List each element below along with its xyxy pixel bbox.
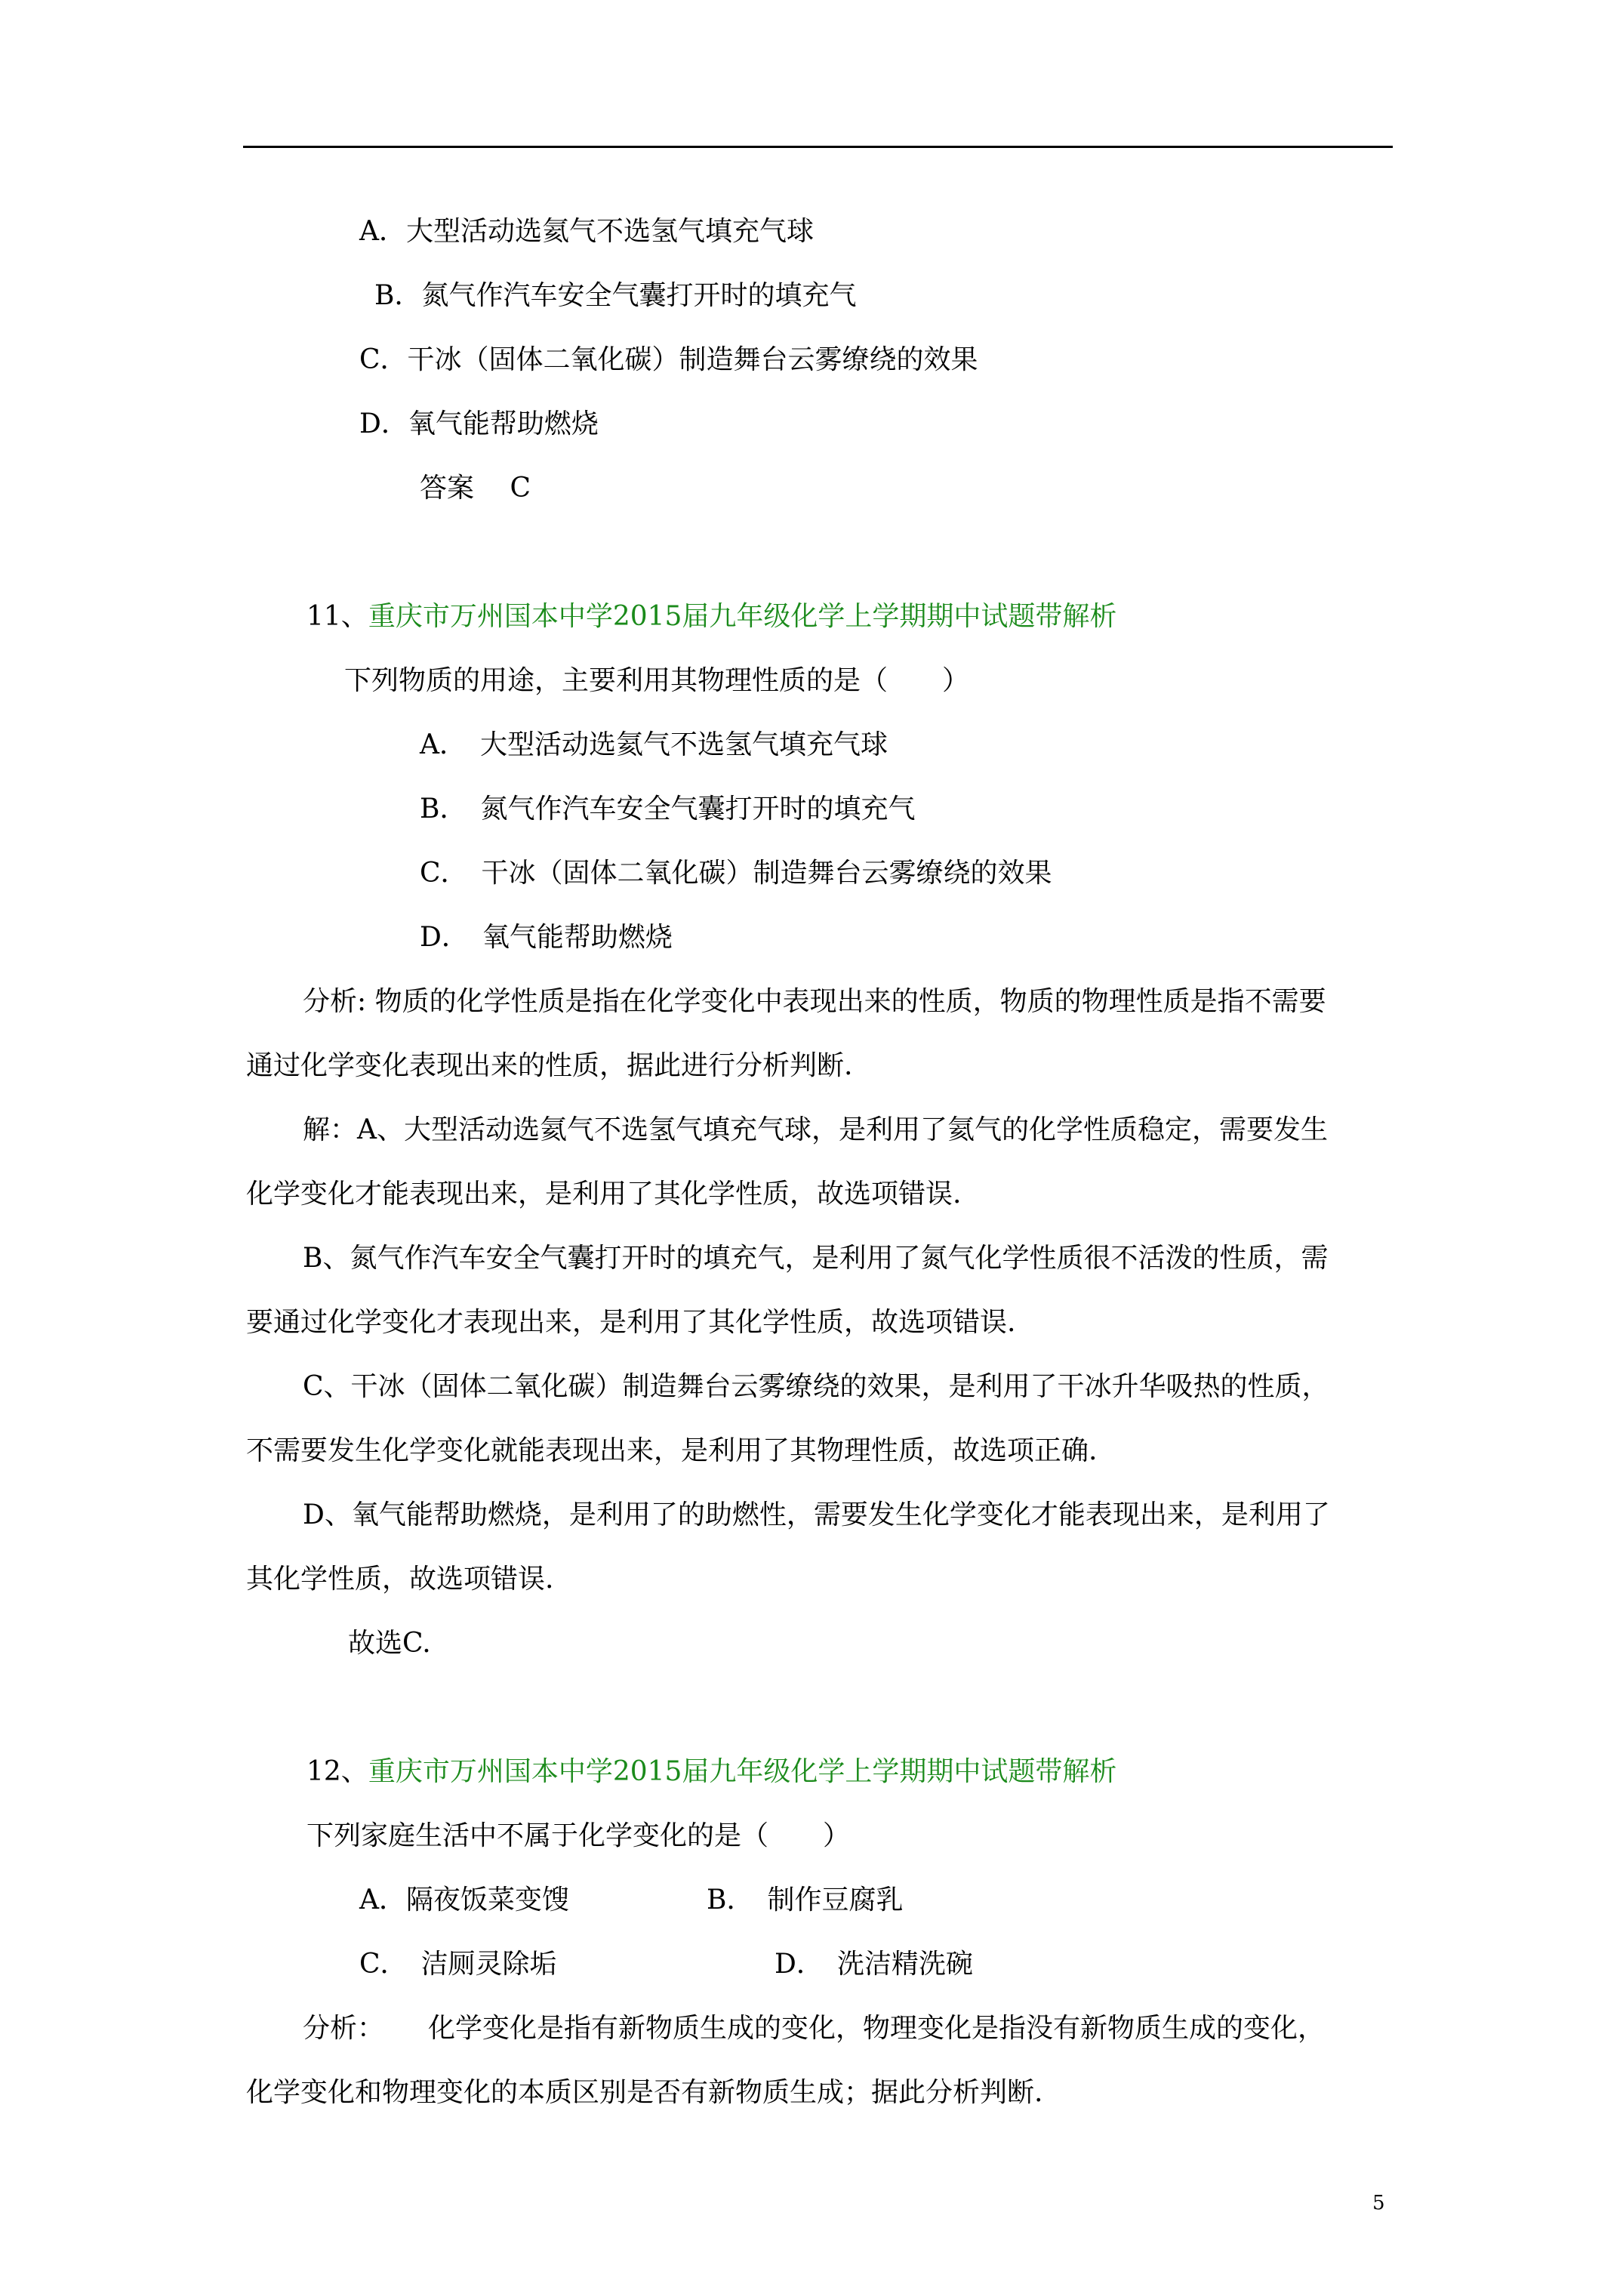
q11-conclusion: 故选C. <box>348 1628 431 1659</box>
q12-option-d: D． 洗洁精洗碗 <box>775 1949 973 1980</box>
q11-heading <box>306 599 1116 635</box>
q12-analysis-label: 分析： <box>303 2013 385 2044</box>
q12-option-c: C． 洁厕灵除垢 <box>359 1949 557 1980</box>
q10-option-d: D．氧气能帮助燃烧 <box>359 408 599 439</box>
q11-solution-a-line-1: 解：A、大型活动选氦气不选氢气填充气球，是利用了氦气的化学性质稳定，需要发生 <box>303 1114 1328 1145</box>
q12-analysis-line-2: 化学变化和物理变化的本质区别是否有新物质生成；据此分析判断. <box>246 2077 1043 2108</box>
q12-option-a: A．隔夜饭菜变馊 <box>359 1885 569 1915</box>
q10-answer: 答案 C <box>420 473 531 504</box>
q12-analysis-text: 化学变化是指有新物质生成的变化，物理变化是指没有新物质生成的变化， <box>428 2013 1326 2044</box>
q11-number: 11、 <box>306 601 368 632</box>
q12-source-link[interactable]: 重庆市万州国本中学2015届九年级化学上学期期中试题带解析 <box>368 1756 1117 1787</box>
q11-solution-c-line-1: C、干冰（固体二氧化碳）制造舞台云雾缭绕的效果，是利用了干冰升华吸热的性质， <box>303 1371 1329 1402</box>
q12-analysis-line-1 <box>303 2011 1325 2047</box>
q11-option-c: C． 干冰（固体二氧化碳）制造舞台云雾缭绕的效果 <box>420 858 1052 889</box>
q11-analysis-line-2: 通过化学变化表现出来的性质，据此进行分析判断. <box>246 1050 853 1081</box>
q12-stem: 下列家庭生活中不属于化学变化的是（ ） <box>306 1820 851 1851</box>
q11-solution-b-line-1: B、氮气作汽车安全气囊打开时的填充气，是利用了氮气化学性质很不活泼的性质，需 <box>303 1243 1329 1274</box>
q11-source-link[interactable]: 重庆市万州国本中学2015届九年级化学上学期期中试题带解析 <box>368 601 1117 632</box>
q11-solution-c-line-2: 不需要发生化学变化就能表现出来，是利用了其物理性质，故选项正确. <box>246 1435 1098 1466</box>
q11-solution-b-line-2: 要通过化学变化才表现出来，是利用了其化学性质，故选项错误. <box>246 1307 1016 1338</box>
q11-option-d: D． 氧气能帮助燃烧 <box>420 922 673 953</box>
q12-number: 12、 <box>306 1756 368 1787</box>
q10-option-b: B．氮气作汽车安全气囊打开时的填充气 <box>374 280 857 311</box>
q11-option-b: B． 氮气作汽车安全气囊打开时的填充气 <box>420 794 916 824</box>
q10-option-c: C．干冰（固体二氧化碳）制造舞台云雾缭绕的效果 <box>359 344 978 375</box>
q11-analysis-line-1: 分析: 物质的化学性质是指在化学变化中表现出来的性质，物质的物理性质是指不需要 <box>303 986 1326 1017</box>
q11-solution-d-line-2: 其化学性质，故选项错误. <box>246 1564 554 1595</box>
q11-solution-a-line-2: 化学变化才能表现出来，是利用了其化学性质，故选项错误. <box>246 1179 962 1210</box>
q12-heading <box>306 1754 1116 1790</box>
q10-option-a: A．大型活动选氦气不选氢气填充气球 <box>359 216 814 247</box>
q11-option-a: A． 大型活动选氦气不选氢气填充气球 <box>420 729 888 760</box>
q12-option-b: B． 制作豆腐乳 <box>707 1885 904 1915</box>
q11-solution-d-line-1: D、氧气能帮助燃烧，是利用了的助燃性，需要发生化学变化才能表现出来，是利用了 <box>303 1499 1330 1530</box>
header-rule <box>243 146 1393 148</box>
page-number: 5 <box>1372 2192 1385 2214</box>
q11-stem: 下列物质的用途，主要利用其物理性质的是（ ） <box>344 665 970 696</box>
